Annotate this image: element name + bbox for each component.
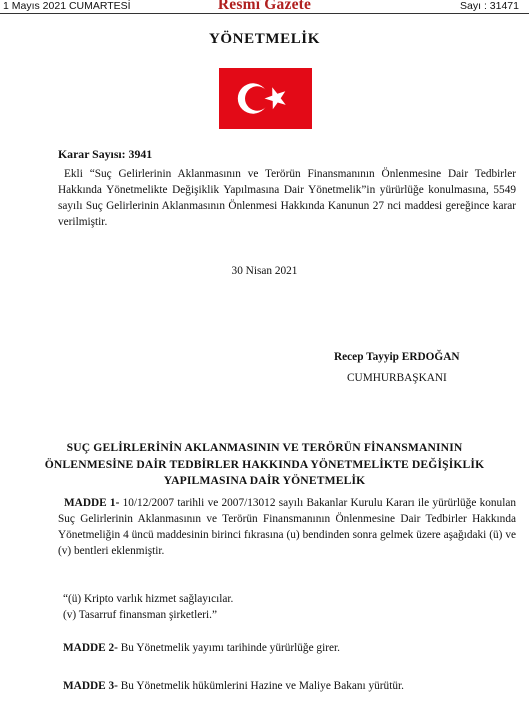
decree-number: Karar Sayısı: 3941	[58, 147, 153, 161]
signatory-title: CUMHURBAŞKANI	[347, 372, 447, 384]
article-2-label: MADDE 2-	[63, 642, 118, 654]
gazette-name: Resmî Gazete	[217, 0, 312, 13]
regulation-title-line: SUÇ GELİRLERİNİN AKLANMASININ VE TERÖRÜN FİNANSMANININ	[66, 441, 463, 454]
regulation-title	[0, 440, 529, 490]
header-date: 1 Mayıs 2021 CUMARTESİ	[3, 0, 131, 12]
article-3-label: MADDE 3-	[63, 680, 118, 692]
signatory-name: Recep Tayyip ERDOĞAN	[334, 351, 460, 363]
regulation-title-line: ÖNLENMESİNE DAİR TEDBİRLER HAKKINDA YÖNETMELİKTE DEĞİŞİKLİK	[44, 457, 485, 471]
article-1-item-v: (v) Tasarruf finansman şirketleri.”	[63, 609, 217, 621]
turkish-flag-icon	[219, 68, 312, 129]
issue-number: Sayı : 31471	[460, 0, 519, 12]
intro-paragraph	[58, 166, 516, 230]
article-1	[58, 495, 516, 559]
article-2	[63, 640, 340, 656]
decree-date: 30 Nisan 2021	[231, 265, 298, 277]
intro-text: Ekli “Suç Gelirlerinin Aklanmasının ve Terörün Finansmanının Önlenmesine Dair Tedbirler Hakkında Yönetmelikte Değişiklik Yapılmasına Dair Yönetmelik”in yürürlüğe konulmasına, 5549 sayılı Suç Gelirlerinin Aklanmasının Önlenmesi Hakkında Kanunun 27 nci maddesi gereğince karar verilmiştir.	[58, 168, 516, 228]
article-3-text: Bu Yönetmelik hükümlerini Hazine ve Maliye Bakanı yürütür.	[120, 680, 404, 692]
article-2-text: Bu Yönetmelik yayımı tarihinde yürürlüğe girer.	[120, 642, 340, 654]
header-divider	[0, 13, 529, 14]
article-3	[63, 678, 404, 694]
regulation-title-line: YAPILMASINA DAİR YÖNETMELİK	[163, 474, 366, 487]
document-title: YÖNETMELİK	[208, 31, 320, 47]
article-1-label: MADDE 1-	[64, 497, 120, 509]
gazette-header	[0, 0, 529, 14]
article-1-text: 10/12/2007 tarihli ve 2007/13012 sayılı Bakanlar Kurulu Kararı ile yürürlüğe konulan Suç Gelirlerinin Aklanmasının ve Terörün Finansmanının Önlenmesine Dair Tedbirler Hakkında Yönetmeliğin 4 üncü maddesinin birinci fıkrasına (u) bendinden sonra gelmek üzere aşağıdaki (ü) ve (v) bentleri eklenmiştir.	[58, 497, 516, 557]
article-1-item-u: “(ü) Kripto varlık hizmet sağlayıcılar.	[63, 593, 234, 605]
